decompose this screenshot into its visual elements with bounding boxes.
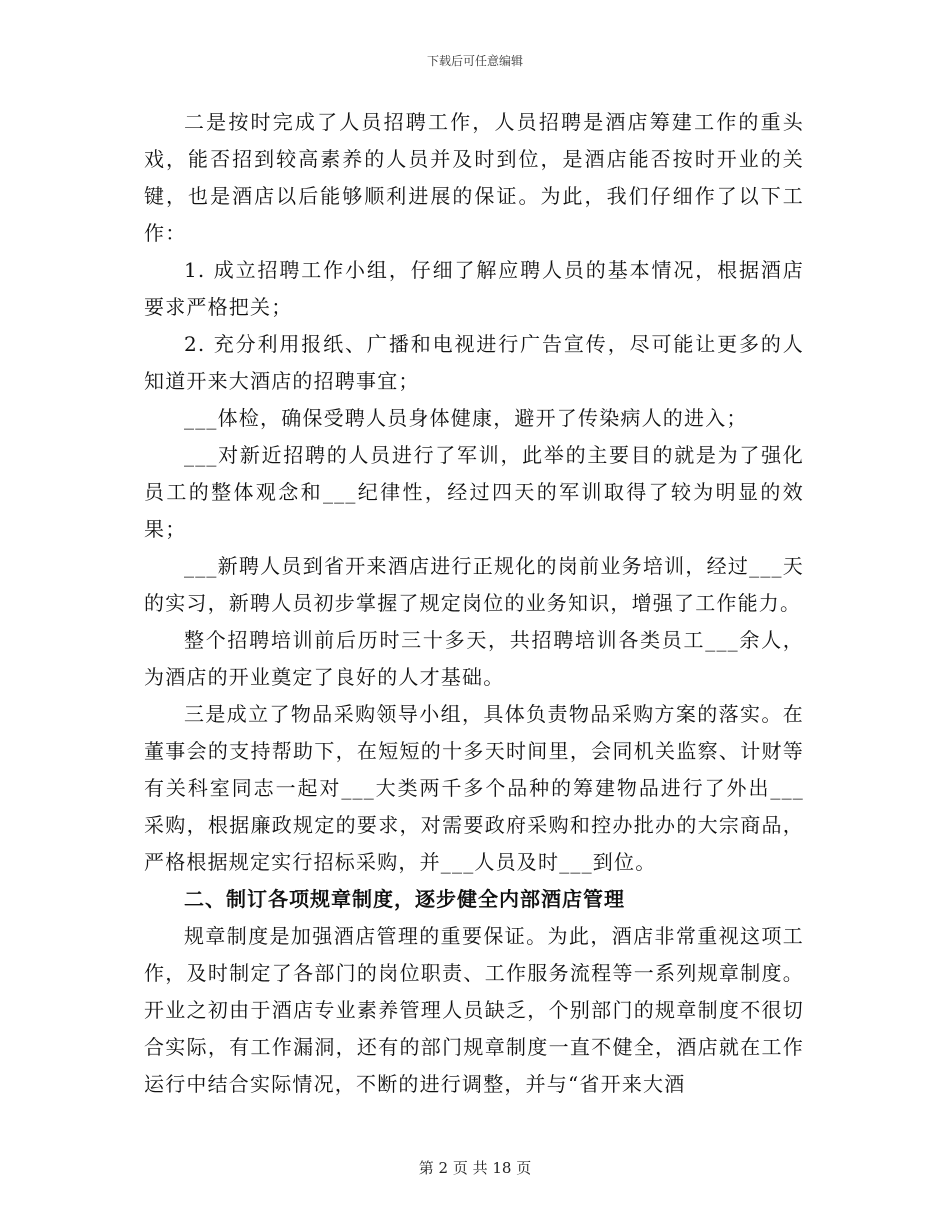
paragraph-list-item-4: ___对新近招聘的人员进行了军训，此举的主要目的就是为了强化员工的整体观念和___纪律性，经过四天的军训取得了较为明显的效果； <box>144 443 804 541</box>
paragraph-regulations: 规章制度是加强酒店管理的重要保证。为此，酒店非常重视这项工作，及时制定了各部门的岗位职责、工作服务流程等一系列规章制度。开业之初由于酒店专业素养管理人员缺乏，个别部门的规章制度不很切合实际，有工作漏洞，还有的部门规章制度一直不健全，酒店就在工作运行中结合实际情况，不断的进行调整，并与“省开来大酒 <box>144 924 804 1096</box>
paragraph-list-item-2: 2. 充分利用报纸、广播和电视进行广告宣传，尽可能让更多的人知道开来大酒店的招聘事宜； <box>144 332 804 393</box>
section-heading: 二、制订各项规章制度，逐步健全内部酒店管理 <box>184 887 625 911</box>
paragraph-list-item-5: ___新聘人员到省开来酒店进行正规化的岗前业务培训，经过___天的实习，新聘人员初步掌握了规定岗位的业务知识，增强了工作能力。 <box>144 554 804 615</box>
page-number: 第 2 页 共 18 页 <box>418 1159 532 1177</box>
page-header-note: 下载后可任意编辑 <box>426 54 523 68</box>
paragraph-procurement: 三是成立了物品采购领导小组，具体负责物品采购方案的落实。在董事会的支持帮助下，在短短的十多天时间里，会同机关监察、计财等有关科室同志一起对___大类两千多个品种的筹建物品进行了外出___采购，根据廉政规定的要求，对需要政府采购和控办批办的大宗商品，严格根据规定实行招标采购，并___人员及时___到位。 <box>144 702 804 874</box>
document-body <box>144 104 804 1103</box>
paragraph-list-item-3: ___体检，确保受聘人员身体健康，避开了传染病人的进入； <box>184 406 748 430</box>
paragraph-list-item-1: 1. 成立招聘工作小组，仔细了解应聘人员的基本情况，根据酒店要求严格把关； <box>144 258 804 319</box>
paragraph-recruitment-intro: 二是按时完成了人员招聘工作，人员招聘是酒店筹建工作的重头戏，能否招到较高素养的人员并及时到位，是酒店能否按时开业的关键，也是酒店以后能够顺利进展的保证。为此，我们仔细作了以下工作： <box>144 110 804 245</box>
paragraph-recruitment-summary: 整个招聘培训前后历时三十多天，共招聘培训各类员工___余人，为酒店的开业奠定了良好的人才基础。 <box>144 628 804 689</box>
